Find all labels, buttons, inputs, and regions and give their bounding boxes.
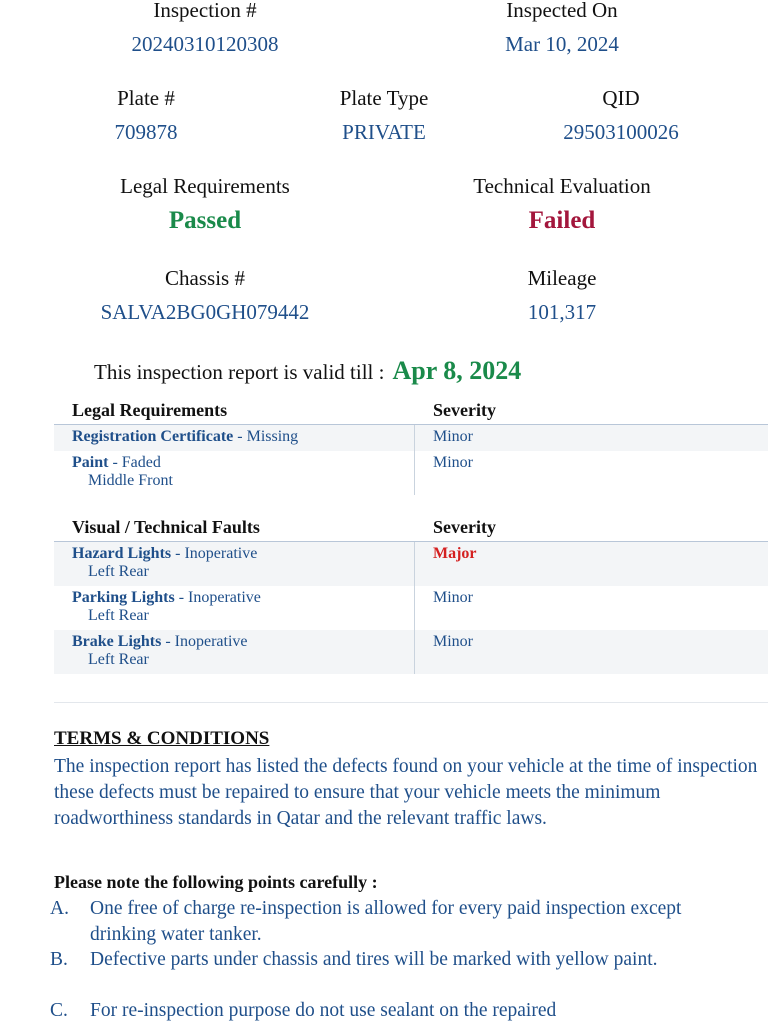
legal-requirements-table bbox=[54, 398, 768, 495]
list-text: One free of charge re-inspection is allowed for every paid inspection except drinking water tanker. bbox=[90, 898, 682, 945]
table-row bbox=[54, 542, 768, 586]
legal-requirements-label: Legal Requirements bbox=[120, 174, 290, 198]
defect-description: Paint - Faded bbox=[72, 454, 161, 471]
column-header-severity: Severity bbox=[433, 400, 496, 420]
column-header-legal: Legal Requirements bbox=[72, 400, 228, 420]
defect-location: Left Rear bbox=[88, 607, 149, 624]
validity-date: Apr 8, 2024 bbox=[392, 356, 522, 385]
visual-technical-faults-table bbox=[54, 515, 768, 674]
plate-label: Plate # bbox=[117, 86, 175, 110]
defect-location: Left Rear bbox=[88, 563, 149, 580]
table-header bbox=[54, 515, 768, 542]
technical-status-badge: Failed bbox=[528, 207, 596, 234]
severity-value: Major bbox=[433, 545, 477, 562]
mileage-value: 101,317 bbox=[527, 300, 597, 324]
terms-body: The inspection report has listed the defects found on your vehicle at the time of inspection these defects must be repaired to ensure that your vehicle meets the minimum roadworthiness standards in Qatar and the relevant traffic laws. bbox=[54, 756, 758, 829]
table-row bbox=[54, 425, 768, 451]
chassis-label: Chassis # bbox=[165, 266, 245, 290]
defect-description: Hazard Lights - Inoperative bbox=[72, 545, 258, 562]
table-header bbox=[54, 398, 768, 425]
list-marker: C. bbox=[50, 1000, 68, 1021]
severity-value: Minor bbox=[433, 589, 473, 606]
defect-description: Registration Certificate - Missing bbox=[72, 428, 299, 445]
qid-label: QID bbox=[602, 86, 640, 110]
mileage-label: Mileage bbox=[527, 266, 597, 290]
defect-location: Middle Front bbox=[88, 472, 173, 489]
list-text: For re-inspection purpose do not use sealant on the repaired bbox=[90, 1000, 557, 1021]
inspected-on-value: Mar 10, 2024 bbox=[505, 32, 619, 56]
plate-type-value: PRIVATE bbox=[342, 120, 426, 144]
severity-value: Minor bbox=[433, 633, 473, 650]
section-divider bbox=[54, 702, 768, 703]
legal-status-badge: Passed bbox=[168, 207, 242, 234]
severity-value: Minor bbox=[433, 428, 473, 445]
validity-text: This inspection report is valid till : bbox=[94, 360, 385, 384]
validity-line bbox=[94, 356, 521, 386]
inspection-number-value: 20240310120308 bbox=[131, 32, 279, 56]
table-row bbox=[54, 451, 768, 495]
list-marker: B. bbox=[50, 949, 68, 970]
chassis-value: SALVA2BG0GH079442 bbox=[100, 300, 310, 324]
list-text: Defective parts under chassis and tires will be marked with yellow paint. bbox=[90, 949, 658, 970]
inspection-number-label: Inspection # bbox=[153, 0, 257, 22]
points-note: Please note the following points carefully : bbox=[54, 872, 378, 892]
terms-title: TERMS & CONDITIONS bbox=[54, 728, 270, 749]
plate-value: 709878 bbox=[114, 120, 178, 144]
defect-location: Left Rear bbox=[88, 651, 149, 668]
column-header-severity: Severity bbox=[433, 517, 496, 537]
defect-description: Brake Lights - Inoperative bbox=[72, 633, 248, 650]
defect-description: Parking Lights - Inoperative bbox=[72, 589, 261, 606]
severity-value: Minor bbox=[433, 454, 473, 471]
qid-value: 29503100026 bbox=[563, 120, 679, 144]
list-marker: A. bbox=[50, 898, 69, 919]
plate-type-label: Plate Type bbox=[339, 86, 429, 110]
table-row bbox=[54, 586, 768, 630]
column-header-faults: Visual / Technical Faults bbox=[72, 517, 260, 537]
table-row bbox=[54, 630, 768, 674]
technical-evaluation-label: Technical Evaluation bbox=[473, 174, 651, 198]
inspected-on-label: Inspected On bbox=[506, 0, 618, 22]
